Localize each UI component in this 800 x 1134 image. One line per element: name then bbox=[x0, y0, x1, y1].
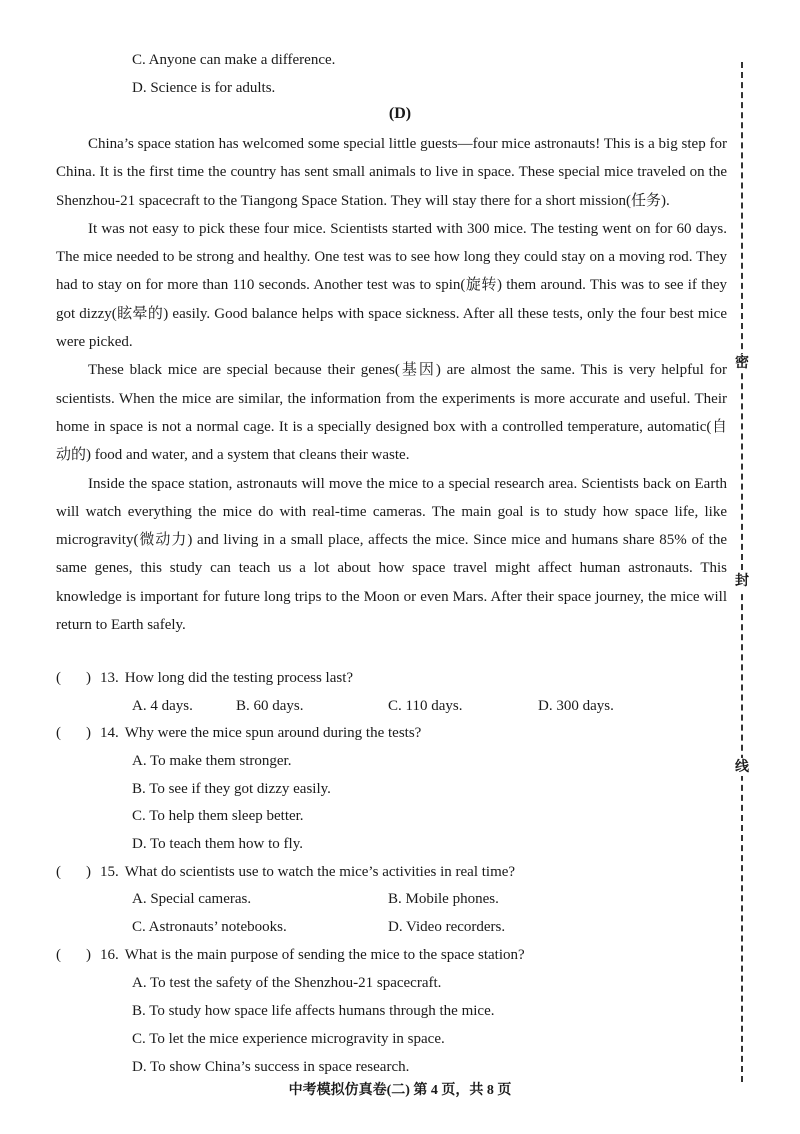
question-text: How long did the testing process last? bbox=[124, 670, 354, 686]
binding-mark-fasten: 封 bbox=[735, 573, 749, 589]
option-b[interactable]: B. To see if they got dizzy easily. bbox=[132, 781, 331, 797]
answer-paren-close: ) bbox=[86, 725, 91, 741]
option-b[interactable]: B. Mobile phones. bbox=[388, 891, 499, 907]
option-d[interactable]: D. To teach them how to fly. bbox=[132, 836, 303, 852]
option-b[interactable]: B. To study how space life affects humans through the mice. bbox=[132, 1003, 495, 1019]
question-15-stem bbox=[56, 862, 515, 882]
binding-mark-line: 线 bbox=[735, 759, 749, 775]
option-d[interactable]: D. Video recorders. bbox=[388, 919, 506, 935]
answer-paren-close: ) bbox=[86, 947, 91, 963]
question-13-stem bbox=[56, 668, 353, 688]
question-text: What do scientists use to watch the mice’s activities in real time? bbox=[124, 864, 516, 880]
passage-paragraph-2: It was not easy to pick these four mice. Scientists started with 300 mice. The testing went on for 60 days. The mice needed to be strong and healthy. One test was to see how long they could stay on a moving rod. They had to stay on for more than 110 seconds. Another test was to spin(旋转) them around. This was to see if they got dizzy(眩晕的) easily. Good balance helps with space sickness. After all these tests, only the four best mice were picked. bbox=[56, 220, 727, 351]
reading-passage bbox=[56, 130, 727, 639]
option-c[interactable]: C. To help them sleep better. bbox=[132, 808, 304, 824]
question-number: 13. bbox=[100, 670, 119, 686]
passage-paragraph-1: China’s space station has welcomed some special little guests—four mice astronauts! This is a big step for China. It is the first time the country has sent small animals to live in space. These special mice traveled on the Shenzhou-21 spacecraft to the Tiangong Space Station. They will stay there for a short mission(任务). bbox=[56, 136, 727, 209]
answer-paren-open[interactable]: ( bbox=[56, 670, 61, 686]
answer-paren-open[interactable]: ( bbox=[56, 947, 61, 963]
answer-paren-open[interactable]: ( bbox=[56, 864, 61, 880]
passage-paragraph-4: Inside the space station, astronauts will move the mice to a special research area. Scientists back on Earth will watch everything the mice do with real-time cameras. The main goal is to study how space life, like microgravity(微动力) and living in a small place, affects the mice. Since mice and humans share 85% of the same genes, this study can teach us a lot about how space travel might affect human astronauts. This knowledge is important for future long trips to the Moon or even Mars. After their space journey, the mice will return to Earth safely. bbox=[56, 475, 727, 634]
prev-option-d: D. Science is for adults. bbox=[132, 80, 276, 96]
answer-paren-close: ) bbox=[86, 864, 91, 880]
question-16-stem bbox=[56, 945, 525, 965]
option-c[interactable]: C. Astronauts’ notebooks. bbox=[132, 919, 287, 935]
question-number: 14. bbox=[100, 725, 119, 741]
answer-paren-close: ) bbox=[86, 670, 91, 686]
binding-mark-seal: 密 bbox=[735, 355, 749, 371]
prev-option-c: C. Anyone can make a difference. bbox=[132, 52, 336, 68]
option-a[interactable]: A. To make them stronger. bbox=[132, 753, 292, 769]
question-14-stem bbox=[56, 723, 421, 743]
passage-paragraph-3: These black mice are special because their genes(基因) are almost the same. This is very helpful for scientists. When the mice are similar, the information from the experiments is more accurate and useful. Their home in space is not a normal cage. It is a specially designed box with a controlled temperature, automatic(自动的) food and water, and a system that cleans their waste. bbox=[56, 362, 727, 464]
option-d[interactable]: D. To show China’s success in space research. bbox=[132, 1059, 410, 1075]
option-b[interactable]: B. 60 days. bbox=[236, 698, 304, 714]
question-number: 15. bbox=[100, 864, 119, 880]
option-a[interactable]: A. 4 days. bbox=[132, 698, 193, 714]
option-a[interactable]: A. Special cameras. bbox=[132, 891, 252, 907]
answer-paren-open[interactable]: ( bbox=[56, 725, 61, 741]
question-number: 16. bbox=[100, 947, 119, 963]
page-footer: 中考模拟仿真卷(二) 第 4 页，共 8 页 bbox=[288, 1083, 512, 1098]
question-text: Why were the mice spun around during the tests? bbox=[124, 725, 422, 741]
option-d[interactable]: D. 300 days. bbox=[538, 698, 614, 714]
option-c[interactable]: C. To let the mice experience microgravity in space. bbox=[132, 1031, 445, 1047]
option-c[interactable]: C. 110 days. bbox=[388, 698, 463, 714]
section-title: (D) bbox=[388, 105, 412, 122]
option-a[interactable]: A. To test the safety of the Shenzhou-21 spacecraft. bbox=[132, 975, 442, 991]
question-text: What is the main purpose of sending the mice to the space station? bbox=[124, 947, 525, 963]
